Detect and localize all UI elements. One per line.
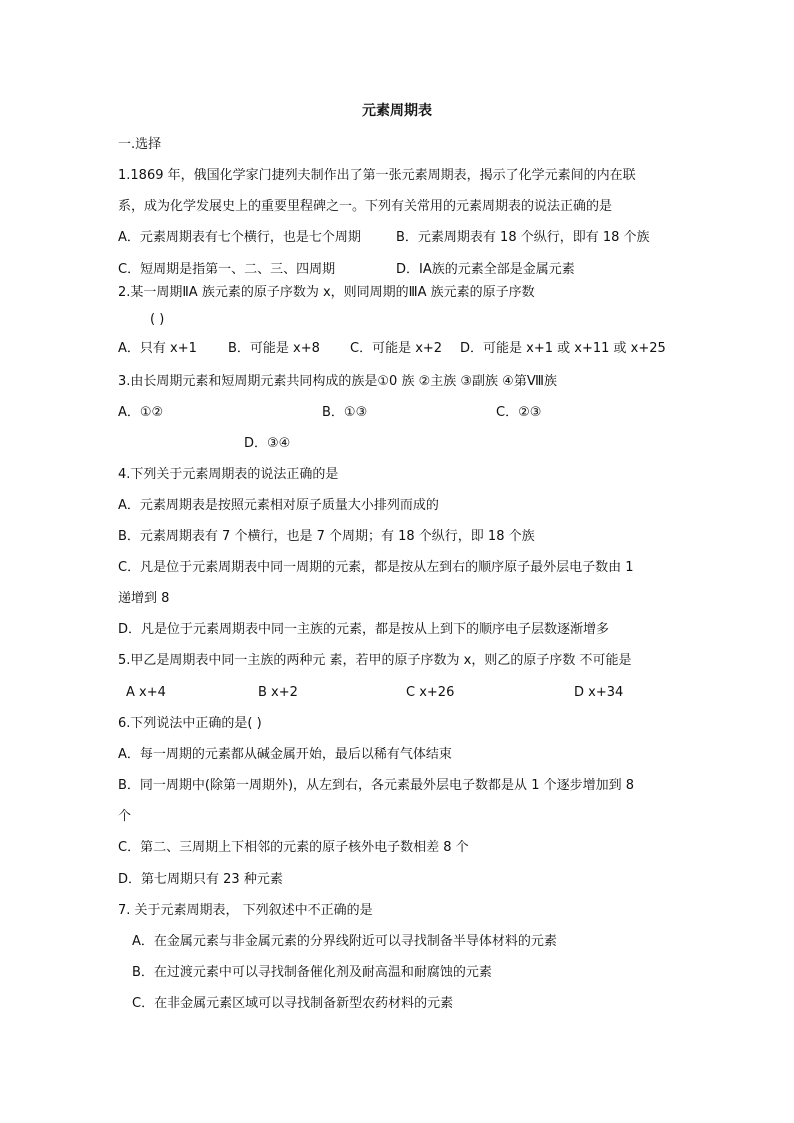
q5-option-d: D x+34 bbox=[574, 685, 624, 700]
q1-stem-line1: 1.1869 年，俄国化学家门捷列夫制作出了第一张元素周期表，揭示了化学元素间的内在联 bbox=[118, 168, 636, 183]
q5-option-a: A x+4 bbox=[126, 685, 166, 700]
q3-stem: 3.由长周期元素和短周期元素共同构成的族是①0 族 ②主族 ③副族 ④第Ⅷ族 bbox=[118, 374, 557, 389]
q2-stem-line1: 2.某一周期ⅡA 族元素的原子序数为 x，则同周期的ⅢA 族元素的原子序数 bbox=[118, 285, 535, 300]
q5-option-c: C x+26 bbox=[406, 685, 455, 700]
q4-stem: 4.下列关于元素周期表的说法正确的是 bbox=[118, 467, 339, 482]
q1-option-b: B．元素周期表有 18 个纵行，即有 18 个族 bbox=[396, 230, 650, 245]
q7-option-b: B．在过渡元素中可以寻找制备催化剂及耐高温和耐腐蚀的元素 bbox=[132, 965, 492, 980]
q5-stem: 5.甲乙是周期表中同一主族的两种元 素，若甲的原子序数为 x，则乙的原子序数 不可能是 bbox=[118, 653, 632, 668]
q1-option-d: D．ⅠA族的元素全部是金属元素 bbox=[396, 262, 575, 277]
q4-option-d: D．凡是位于元素周期表中同一主族的元素，都是按从上到下的顺序电子层数逐渐增多 bbox=[118, 622, 610, 637]
q7-stem: 7. 关于元素周期表， 下列叙述中不正确的是 bbox=[118, 903, 373, 918]
q5-option-b: B x+2 bbox=[258, 685, 298, 700]
q3-option-b: B．①③ bbox=[322, 405, 368, 420]
q6-option-a: A．每一周期的元素都从碱金属开始，最后以稀有气体结束 bbox=[118, 747, 452, 762]
q1-option-a: A．元素周期表有七个横行，也是七个周期 bbox=[118, 230, 361, 245]
q7-option-c: C．在非金属元素区域可以寻找制备新型农药材料的元素 bbox=[132, 996, 454, 1011]
q2-stem-line2: ( ) bbox=[150, 312, 165, 327]
q6-option-d: D．第七周期只有 23 种元素 bbox=[118, 872, 283, 887]
q2-option-a: A．只有 x+1 bbox=[118, 341, 197, 356]
q1-option-c: C．短周期是指第一、二、三、四周期 bbox=[118, 262, 336, 277]
q6-option-c: C．第二、三周期上下相邻的元素的原子核外电子数相差 8 个 bbox=[118, 840, 469, 855]
q2-option-b: B．可能是 x+8 bbox=[228, 341, 320, 356]
q3-option-a: A．①② bbox=[118, 405, 164, 420]
q3-option-d: D．③④ bbox=[244, 436, 291, 451]
section-heading: 一.选择 bbox=[118, 137, 162, 152]
q2-option-d: D．可能是 x+1 或 x+11 或 x+25 bbox=[460, 341, 666, 356]
q3-option-c: C．②③ bbox=[496, 405, 542, 420]
q6-option-b-line1: B．同一周期中(除第一周期外)，从左到右，各元素最外层电子数都是从 1 个逐步增加到 8 bbox=[118, 778, 635, 793]
q6-option-b-line2: 个 bbox=[118, 809, 132, 824]
q7-option-a: A．在金属元素与非金属元素的分界线附近可以寻找制备半导体材料的元素 bbox=[132, 934, 557, 949]
q4-option-b: B．元素周期表有 7 个横行，也是 7 个周期；有 18 个纵行，即 18 个族 bbox=[118, 529, 535, 544]
q1-stem-line2: 系，成为化学发展史上的重要里程碑之一。下列有关常用的元素周期表的说法正确的是 bbox=[118, 199, 613, 214]
q4-option-c-line2: 递增到 8 bbox=[118, 591, 170, 606]
q6-stem: 6.下列说法中正确的是( ) bbox=[118, 716, 262, 731]
q4-option-a: A．元素周期表是按照元素相对原子质量大小排列而成的 bbox=[118, 498, 439, 513]
page-title: 元素周期表 bbox=[362, 103, 432, 119]
q4-option-c-line1: C．凡是位于元素周期表中同一周期的元素，都是按从左到右的顺序原子最外层电子数由 1 bbox=[118, 560, 634, 575]
q2-option-c: C．可能是 x+2 bbox=[350, 341, 443, 356]
